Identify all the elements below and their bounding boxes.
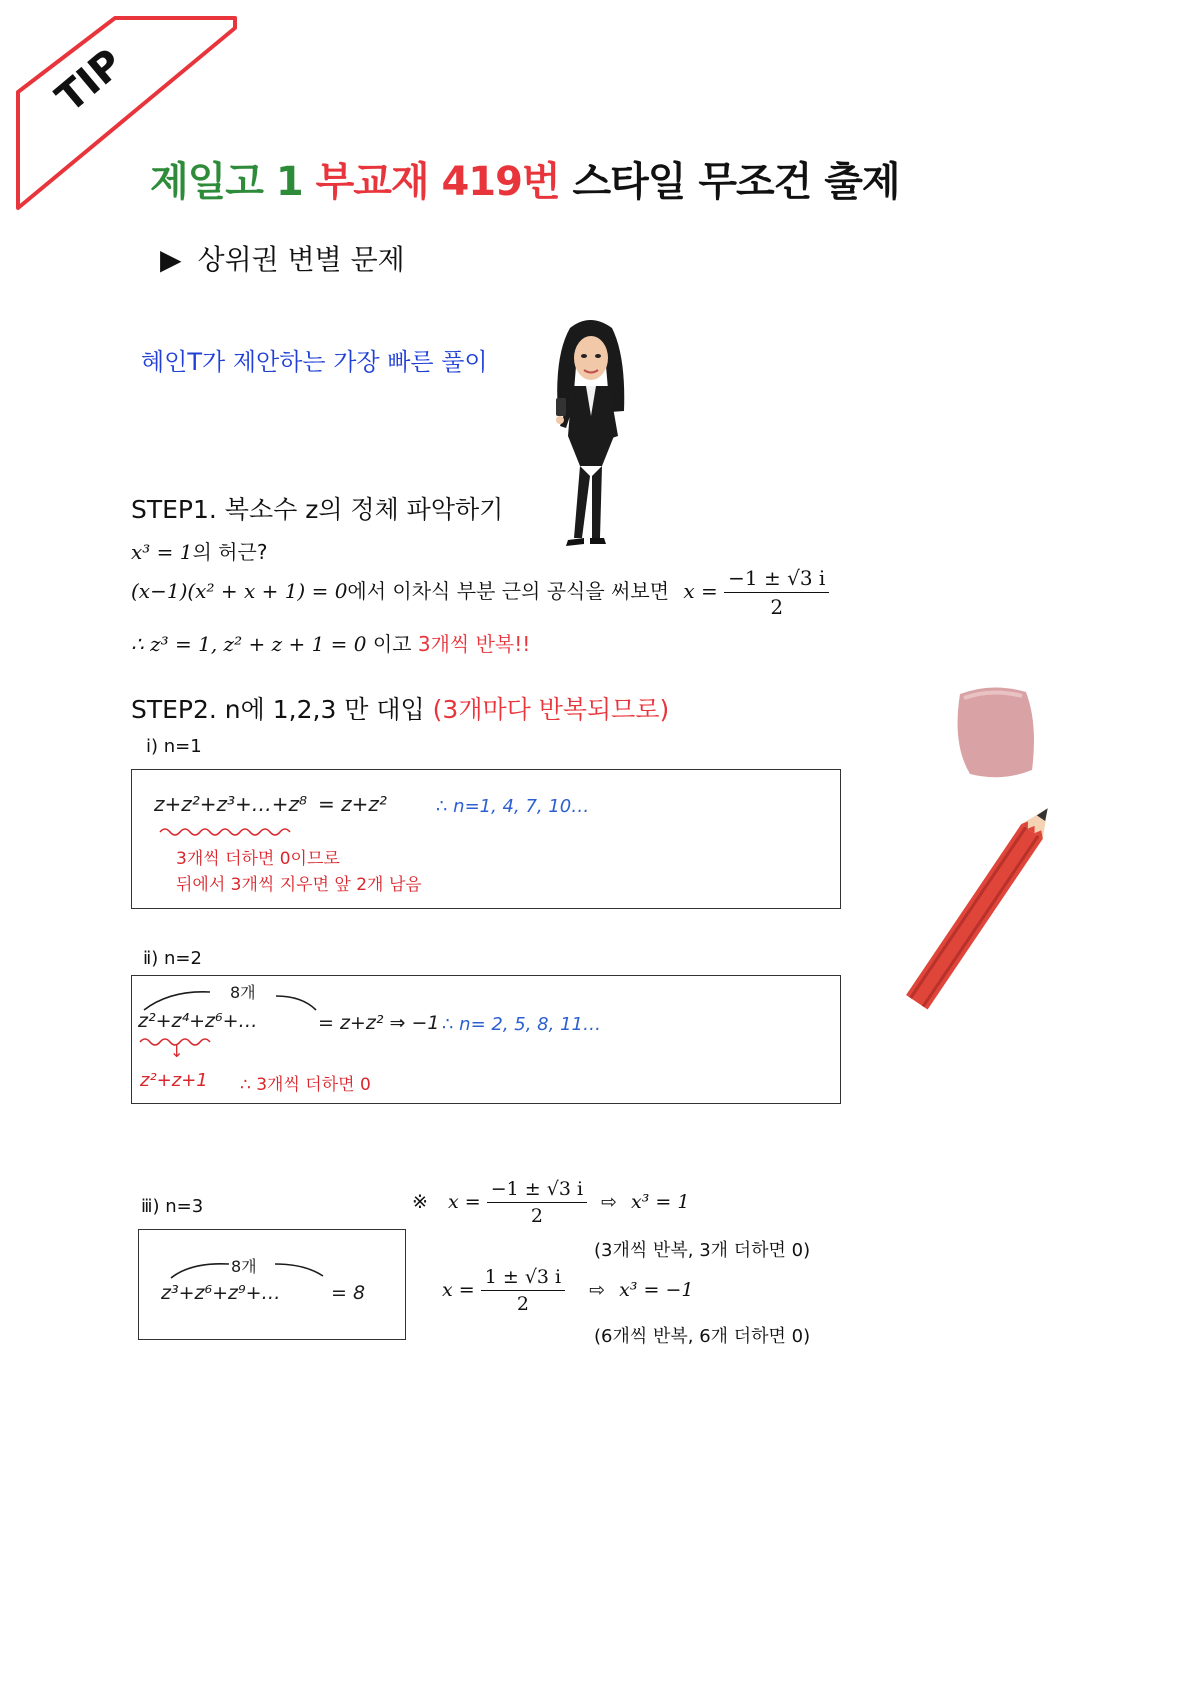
case2-label: ⅱ) n=2 <box>143 948 202 969</box>
box2-red-note: ∴ 3개씩 더하면 0 <box>240 1075 371 1095</box>
page-title <box>150 150 900 207</box>
step1-root-numerator: −1 ± √3 i <box>724 566 829 593</box>
box2-red-expression: z²+z+1 <box>140 1070 208 1091</box>
step1-line3-math: ∴ z³ = 1, z² + z + 1 = 0 <box>131 632 367 656</box>
step1-line2-math: (x−1)(x² + x + 1) = 0 <box>131 579 348 603</box>
box1-result: = z+z² <box>318 792 387 816</box>
step2-heading-text: STEP2. n에 1,2,3 만 대입 <box>131 695 433 724</box>
worked-example-box-3 <box>138 1229 406 1340</box>
box1-note-red-2: 뒤에서 3개씩 지우면 앞 2개 남음 <box>176 875 422 895</box>
note-formula-1 <box>412 1178 689 1227</box>
title-part-style: 스타일 무조건 출제 <box>572 159 900 205</box>
box3-count: 8개 <box>231 1257 257 1276</box>
box2-arrow-icon: ↓ <box>170 1042 184 1061</box>
box2-note-blue: ∴ n= 2, 5, 8, 11… <box>442 1014 601 1035</box>
title-part-problem: 부교재 419번 <box>315 159 573 205</box>
step1-line1-text: 의 허근? <box>192 540 268 564</box>
box2-expression: z²+z⁴+z⁶+… <box>138 1010 258 1032</box>
note-f1-lhs: x = <box>447 1191 481 1213</box>
step2-heading <box>131 690 669 726</box>
worked-example-box-2 <box>131 975 841 1104</box>
note-f1-numerator: −1 ± √3 i <box>487 1178 587 1203</box>
case1-label: ⅰ) n=1 <box>146 736 202 757</box>
step1-line2 <box>131 566 829 619</box>
step2-heading-red: (3개마다 반복되므로) <box>432 695 670 724</box>
step1-root-fraction <box>724 566 829 619</box>
note-f2-lhs: x = <box>442 1279 475 1301</box>
teacher-illustration <box>540 316 640 552</box>
intro-text: 혜인T가 제안하는 가장 빠른 풀이 <box>141 348 488 376</box>
note-f2-rhs: x³ = −1 <box>619 1279 694 1301</box>
subtitle <box>160 238 405 278</box>
note-f2-numerator: 1 ± √3 i <box>481 1266 565 1291</box>
step1-heading: STEP1. 복소수 z의 정체 파악하기 <box>131 495 504 524</box>
box1-expression: z+z²+z³+…+z⁸ <box>154 792 308 816</box>
note-f2-arrow-icon: ⇨ <box>589 1279 606 1301</box>
eraser-icon <box>948 684 1040 784</box>
box3-expression: z³+z⁶+z⁹+… <box>161 1282 281 1304</box>
step1-line1 <box>131 536 267 565</box>
step1-root-denominator: 2 <box>770 595 784 619</box>
note-f1-rhs: x³ = 1 <box>631 1191 690 1213</box>
box1-note-red-1: 3개씩 더하면 0이므로 <box>176 849 340 869</box>
tip-badge-label: TIP <box>47 40 132 122</box>
box1-note-blue: ∴ n=1, 4, 7, 10… <box>436 796 590 817</box>
box2-count: 8개 <box>230 983 256 1002</box>
step1-line3-text: 이고 <box>366 632 418 656</box>
note-f1-denominator: 2 <box>530 1205 543 1227</box>
step1-line1-math: x³ = 1 <box>131 540 193 564</box>
box3-result: = 8 <box>331 1282 366 1304</box>
step1-line3 <box>131 628 530 657</box>
note-f1-description: (3개씩 반복, 3개 더하면 0) <box>594 1240 811 1261</box>
title-part-school: 제일고 1 <box>150 159 316 205</box>
step1-line2-lhs: x = <box>683 579 718 603</box>
pencil-icon <box>900 808 1050 1024</box>
note-f1-fraction <box>487 1178 587 1227</box>
note-f2-fraction <box>481 1266 565 1315</box>
bullet-icon: ▶ <box>160 243 182 276</box>
case3-label: ⅲ) n=3 <box>141 1196 204 1217</box>
worked-example-box-1 <box>131 769 841 909</box>
note-mark: ※ <box>412 1191 428 1213</box>
note-f2-description: (6개씩 반복, 6개 더하면 0) <box>594 1326 811 1347</box>
box1-wavy-underline <box>158 824 292 836</box>
note-f2-denominator: 2 <box>516 1293 529 1315</box>
step1-line2-text: 에서 이차식 부분 근의 공식을 써보면 <box>347 579 670 603</box>
box2-result: = z+z² ⇒ −1 <box>318 1012 440 1034</box>
step1-line3-red: 3개씩 반복!! <box>417 632 531 656</box>
subtitle-text: 상위권 변별 문제 <box>197 243 405 276</box>
note-formula-2 <box>442 1266 694 1315</box>
note-f1-arrow-icon: ⇨ <box>601 1191 617 1213</box>
